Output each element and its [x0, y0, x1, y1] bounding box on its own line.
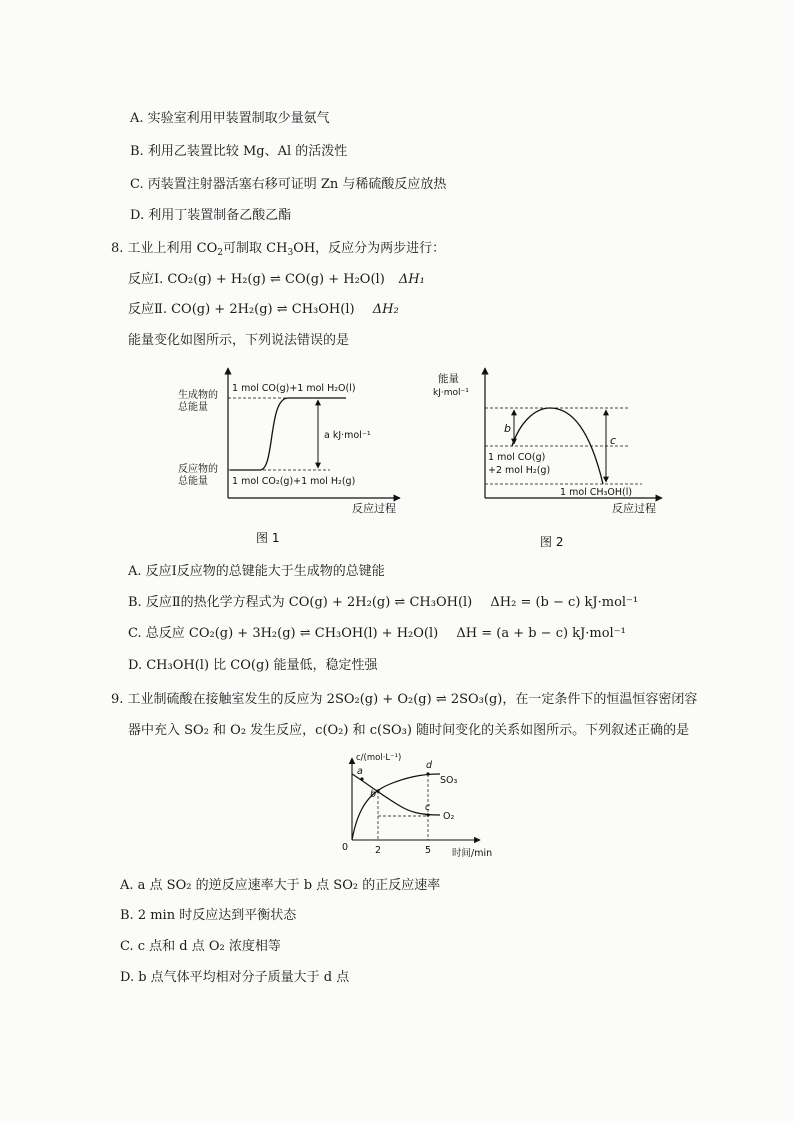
- q9-option-a: A. a 点 SO₂ 的逆反应速率大于 b 点 SO₂ 的正反应速率: [120, 878, 441, 893]
- q9-stem-line2: 器中充入 SO₂ 和 O₂ 发生反应，c(O₂) 和 c(SO₃) 随时间变化的关系如图所示。下列叙述正确的是: [128, 723, 690, 738]
- q9-point-d-marker: [426, 772, 429, 775]
- q8-figure-2: [430, 360, 670, 550]
- q7-option-b: B. 利用乙装置比较 Mg、Al 的活泼性: [130, 144, 348, 159]
- fig2-xlabel: 反应过程: [612, 502, 656, 515]
- q9-so3-label: SO₃: [440, 775, 458, 786]
- fig1-reactants-label-1: 反应物的: [178, 464, 218, 475]
- fig2-reactants-2: +2 mol H₂(g): [488, 465, 551, 476]
- q9-point-d: d: [426, 760, 433, 771]
- fig2-c-label: c: [610, 434, 617, 447]
- q8-option-a: A. 反应Ⅰ反应物的总键能大于生成物的总键能: [128, 564, 385, 579]
- q8-option-c-dh: ΔH = (a + b − c) kJ·mol⁻¹: [456, 626, 626, 641]
- q8-reaction-2-equation: CO(g) + 2H₂(g) ⇌ CH₃OH(l): [171, 302, 355, 317]
- fig1-delta-label: a kJ·mol⁻¹: [324, 430, 371, 441]
- q9-point-c: c: [425, 802, 431, 813]
- q7-option-c: C. 丙装置注射器活塞右移可证明 Zn 与稀硫酸反应放热: [130, 177, 447, 192]
- q9-point-a-marker: [360, 777, 363, 780]
- fig2-ylabel-2: kJ·mol⁻¹: [433, 388, 469, 398]
- fig2-reactants-1: 1 mol CO(g): [488, 452, 546, 463]
- q8-stem-part1: 工业上利用 CO: [127, 241, 218, 256]
- q8-stem-part3: OH，反应分为两步进行：: [293, 241, 446, 256]
- q8-reaction-1-label: 反应Ⅰ.: [128, 272, 164, 287]
- fig1-reactants-species: 1 mol CO₂(g)+1 mol H₂(g): [232, 476, 356, 487]
- fig1-products-label-1: 生成物的: [178, 390, 218, 401]
- fig2-product: 1 mol CH₃OH(l): [560, 487, 633, 498]
- q8-stem-part2: 可制取 CH: [223, 241, 288, 256]
- q7-option-a: A. 实验室利用甲装置制取少量氨气: [130, 111, 330, 126]
- q9-option-d: D. b 点气体平均相对分子质量大于 d 点: [120, 970, 350, 985]
- q7-option-d: D. 利用丁装置制备乙酸乙酯: [130, 208, 292, 223]
- q8-option-b-dh: ΔH₂ = (b − c) kJ·mol⁻¹: [490, 595, 639, 610]
- q8-reaction-1: [128, 271, 425, 289]
- q9-o2-label: O₂: [443, 811, 455, 822]
- fig1-products-label-2: 总能量: [178, 402, 208, 413]
- fig2-ylabel-1: 能量: [438, 373, 459, 385]
- fig1-products-species: 1 mol CO(g)+1 mol H₂O(l): [232, 383, 356, 394]
- q8-reaction-1-dh: ΔH₁: [398, 272, 425, 287]
- fig2-b-label: b: [504, 422, 511, 435]
- q9-concentration-graph: [340, 752, 520, 862]
- q9-origin: 0: [342, 842, 349, 853]
- q9-point-c-marker: [426, 813, 429, 816]
- q9-number: 9.: [111, 692, 124, 707]
- q8-reaction-1-equation: CO₂(g) + H₂(g) ⇌ CO(g) + H₂O(l): [167, 272, 385, 287]
- q9-tick-5: 5: [425, 845, 432, 856]
- q9-option-c: C. c 点和 d 点 O₂ 浓度相等: [120, 939, 281, 954]
- q8-stem: 8. 工业上利用 $CO_2$可制取 $CH_3OH$，反应分为两步进行：: [111, 241, 446, 258]
- q8-option-c: [128, 625, 626, 643]
- q9-tick-2: 2: [375, 845, 382, 856]
- q8-option-c-text: C. 总反应 CO₂(g) + 3H₂(g) ⇌ CH₃OH(l) + H₂O(l): [128, 626, 439, 641]
- q9-xlabel: 时间/min: [452, 848, 493, 859]
- q8-reaction-2-dh: ΔH₂: [372, 302, 399, 317]
- q9-ylabel: c/(mol·L⁻¹): [356, 753, 402, 763]
- q8-option-b-text: B. 反应Ⅱ的热化学方程式为 CO(g) + 2H₂(g) ⇌ CH₃OH(l): [128, 595, 473, 610]
- q9-stem-line1: [111, 691, 697, 709]
- q9-point-b-marker: [376, 789, 379, 792]
- q8-reaction-2-label: 反应Ⅱ.: [128, 302, 167, 317]
- fig1-xlabel: 反应过程: [352, 502, 396, 515]
- q8-reaction-2: [128, 301, 399, 319]
- fig1-caption: 图 1: [256, 531, 280, 545]
- fig2-caption: 图 2: [540, 535, 564, 549]
- q9-point-b: b: [370, 789, 377, 800]
- q8-option-b: [128, 594, 638, 612]
- q8-number: 8.: [111, 241, 124, 256]
- q9-point-a: a: [357, 766, 363, 777]
- q8-figure-1: [170, 360, 410, 550]
- q9-stem-text1: 工业制硫酸在接触室发生的反应为 2SO₂(g) + O₂(g) ⇌ 2SO₃(g)，在一定条件下的恒温恒容密闭容: [127, 692, 698, 707]
- fig1-reactants-label-2: 总能量: [178, 476, 208, 487]
- q8-option-d: D. CH₃OH(l) 比 CO(g) 能量低，稳定性强: [128, 658, 378, 673]
- q8-prompt: 能量变化如图所示，下列说法错误的是: [128, 333, 350, 348]
- q9-option-b: B. 2 min 时反应达到平衡状态: [120, 908, 297, 923]
